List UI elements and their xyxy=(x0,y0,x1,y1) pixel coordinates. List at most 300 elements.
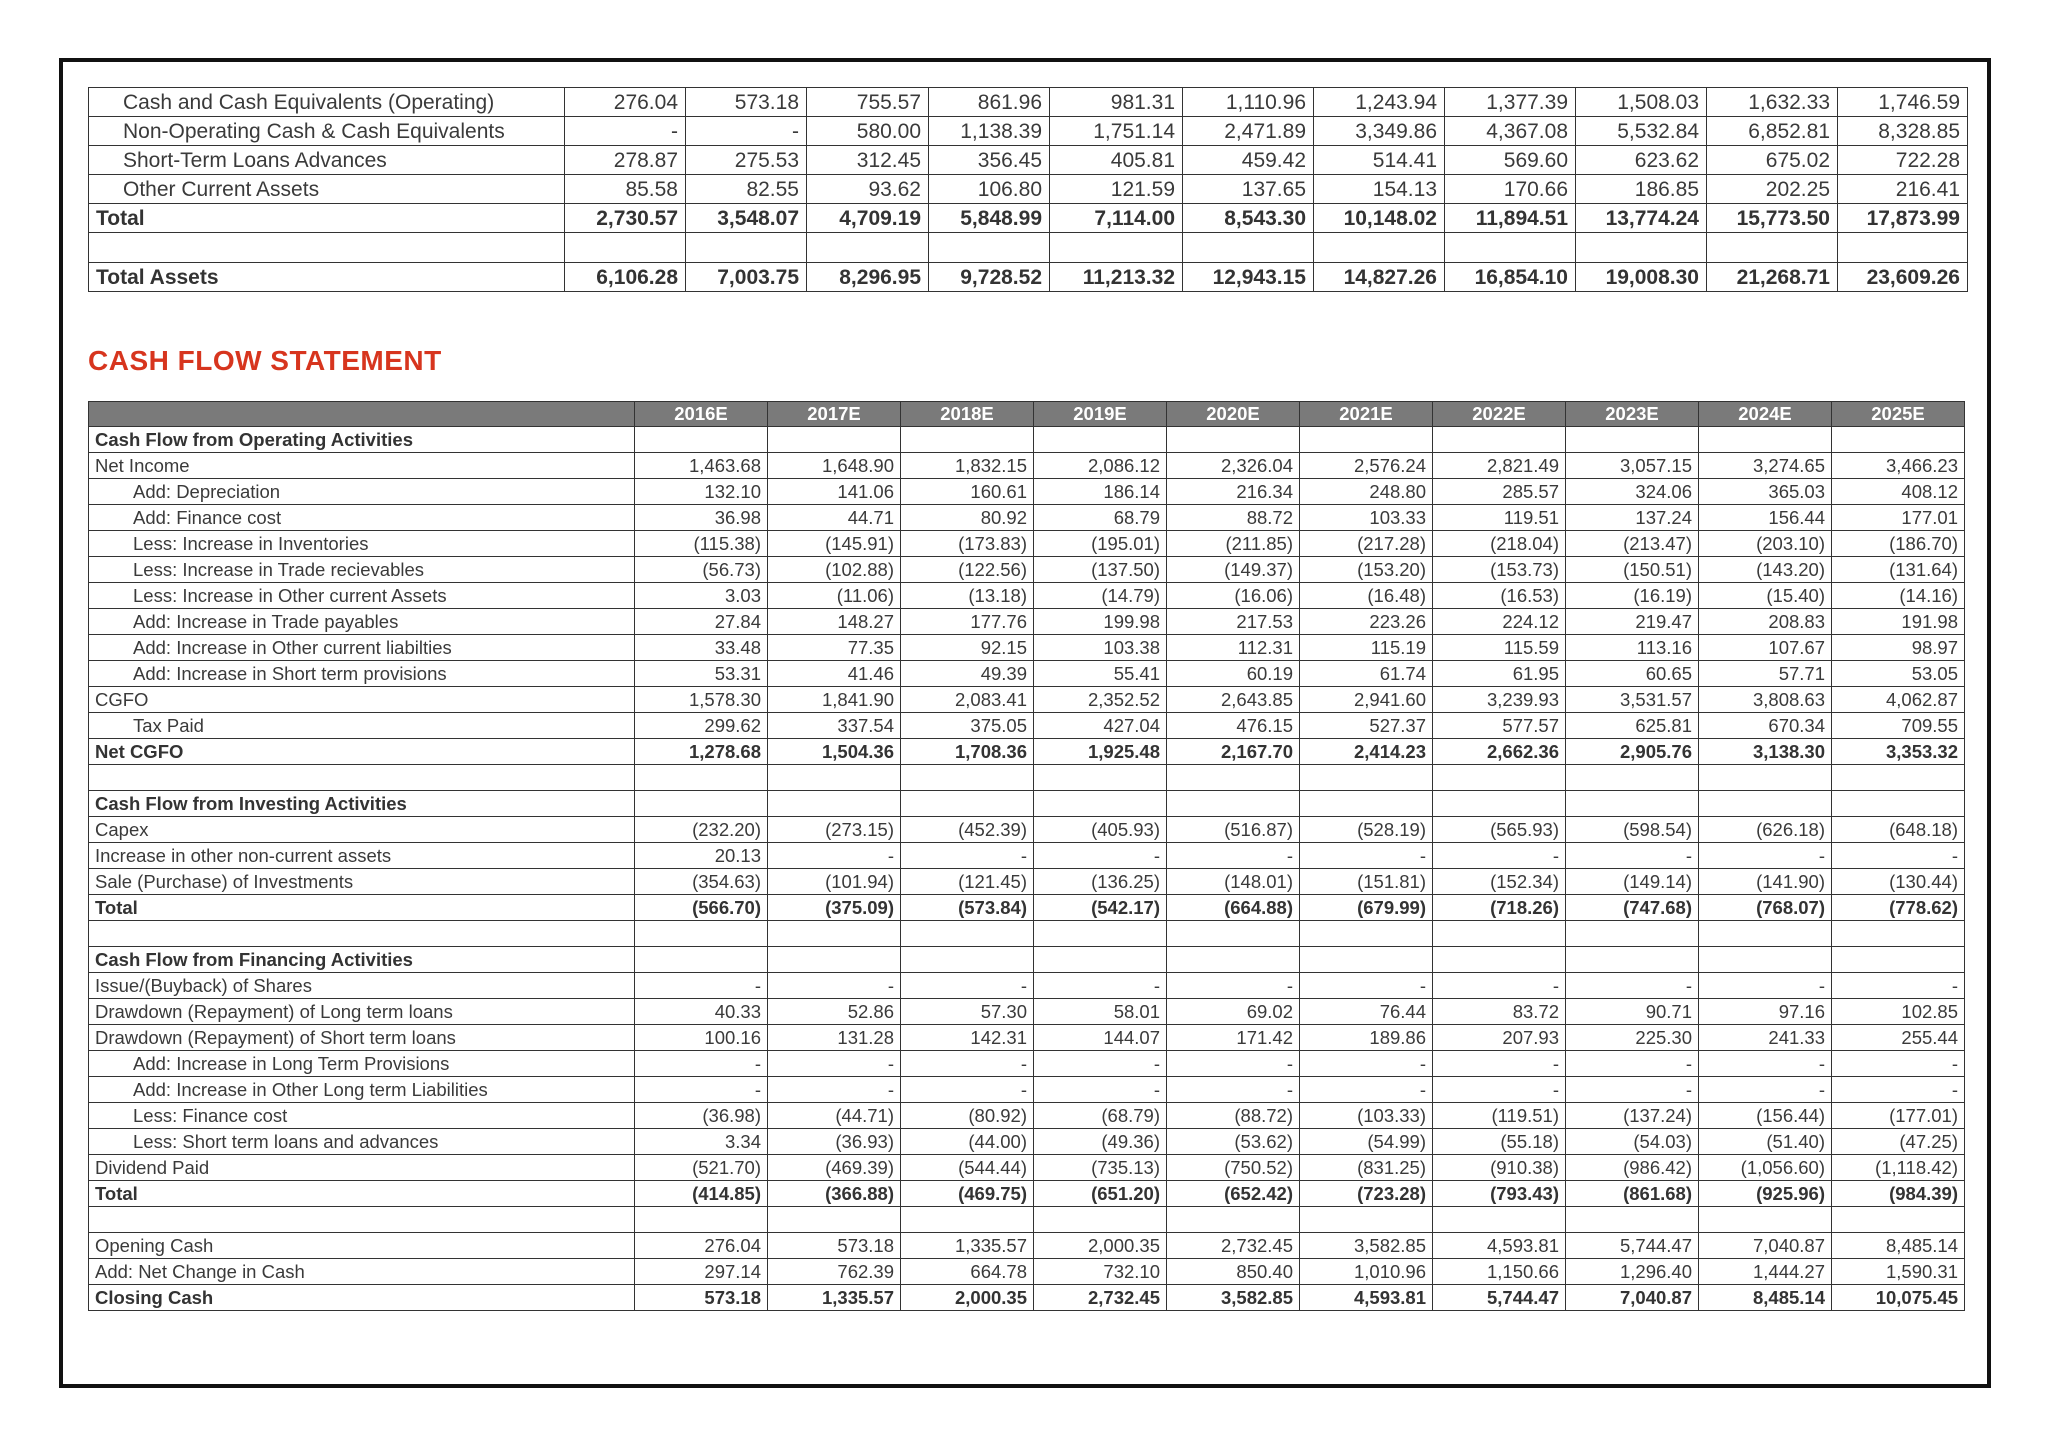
value-cell: (80.92) xyxy=(901,1103,1034,1129)
value-cell xyxy=(1433,427,1566,453)
value-cell: 861.96 xyxy=(929,88,1050,117)
value-cell: (54.03) xyxy=(1566,1129,1699,1155)
value-cell: 156.44 xyxy=(1699,505,1832,531)
value-cell: - xyxy=(1300,973,1433,999)
row-label: Total xyxy=(89,895,635,921)
value-cell: (47.25) xyxy=(1832,1129,1965,1155)
value-cell: (516.87) xyxy=(1167,817,1300,843)
row-label: Cash Flow from Financing Activities xyxy=(89,947,635,973)
value-cell xyxy=(768,765,901,791)
value-cell: 569.60 xyxy=(1445,146,1576,175)
value-cell: 61.74 xyxy=(1300,661,1433,687)
row-label: Less: Short term loans and advances xyxy=(89,1129,635,1155)
row-label: Add: Net Change in Cash xyxy=(89,1259,635,1285)
value-cell: 2,167.70 xyxy=(1167,739,1300,765)
year-column-header: 2025E xyxy=(1832,402,1965,427)
row-label: Add: Increase in Other Long term Liabilities xyxy=(89,1077,635,1103)
value-cell: (203.10) xyxy=(1699,531,1832,557)
value-cell: (14.79) xyxy=(1034,583,1167,609)
value-cell xyxy=(1699,427,1832,453)
value-cell: 53.31 xyxy=(635,661,768,687)
value-cell: (405.93) xyxy=(1034,817,1167,843)
value-cell: 1,243.94 xyxy=(1314,88,1445,117)
value-cell xyxy=(1167,1207,1300,1233)
cash-flow-row xyxy=(89,713,1965,739)
value-cell: 90.71 xyxy=(1566,999,1699,1025)
value-cell: 1,110.96 xyxy=(1183,88,1314,117)
value-cell: (153.73) xyxy=(1433,557,1566,583)
cash-flow-table xyxy=(88,401,1965,1311)
value-cell: (173.83) xyxy=(901,531,1034,557)
value-cell xyxy=(686,233,807,263)
row-label: Add: Increase in Other current liabilties xyxy=(89,635,635,661)
value-cell xyxy=(768,427,901,453)
value-cell: (119.51) xyxy=(1433,1103,1566,1129)
value-cell xyxy=(1433,765,1566,791)
value-cell: (469.39) xyxy=(768,1155,901,1181)
value-cell xyxy=(1566,1207,1699,1233)
value-cell xyxy=(1699,791,1832,817)
value-cell: (218.04) xyxy=(1433,531,1566,557)
value-cell xyxy=(1566,765,1699,791)
value-cell xyxy=(901,427,1034,453)
cash-flow-row xyxy=(89,739,1965,765)
value-cell: - xyxy=(1433,1051,1566,1077)
value-cell: (831.25) xyxy=(1300,1155,1433,1181)
value-cell: (131.64) xyxy=(1832,557,1965,583)
value-cell: (44.71) xyxy=(768,1103,901,1129)
section-header-row xyxy=(89,791,1965,817)
value-cell xyxy=(1699,921,1832,947)
value-cell: - xyxy=(901,973,1034,999)
value-cell xyxy=(1167,921,1300,947)
value-cell xyxy=(768,791,901,817)
value-cell: 573.18 xyxy=(635,1285,768,1311)
value-cell: (984.39) xyxy=(1832,1181,1965,1207)
value-cell: 132.10 xyxy=(635,479,768,505)
value-cell: - xyxy=(1034,973,1167,999)
value-cell: 160.61 xyxy=(901,479,1034,505)
year-column-header: 2022E xyxy=(1433,402,1566,427)
value-cell: 2,576.24 xyxy=(1300,453,1433,479)
value-cell: 3.03 xyxy=(635,583,768,609)
value-cell: 278.87 xyxy=(565,146,686,175)
value-cell: 9,728.52 xyxy=(929,263,1050,292)
value-cell: 3.34 xyxy=(635,1129,768,1155)
value-cell: 131.28 xyxy=(768,1025,901,1051)
value-cell: 113.16 xyxy=(1566,635,1699,661)
cash-flow-row xyxy=(89,453,1965,479)
cash-flow-row xyxy=(89,583,1965,609)
cash-flow-row xyxy=(89,609,1965,635)
cash-flow-row xyxy=(89,1051,1965,1077)
section-header-row xyxy=(89,947,1965,973)
row-label: Opening Cash xyxy=(89,1233,635,1259)
value-cell: (652.42) xyxy=(1167,1181,1300,1207)
value-cell: - xyxy=(1699,1051,1832,1077)
value-cell: (148.01) xyxy=(1167,869,1300,895)
value-cell: 1,010.96 xyxy=(1300,1259,1433,1285)
value-cell: 2,000.35 xyxy=(1034,1233,1167,1259)
value-cell: (750.52) xyxy=(1167,1155,1300,1181)
value-cell: 14,827.26 xyxy=(1314,263,1445,292)
value-cell: 375.05 xyxy=(901,713,1034,739)
value-cell: (747.68) xyxy=(1566,895,1699,921)
value-cell xyxy=(1832,427,1965,453)
value-cell: 3,349.86 xyxy=(1314,117,1445,146)
value-cell: (1,056.60) xyxy=(1699,1155,1832,1181)
value-cell: 5,744.47 xyxy=(1566,1233,1699,1259)
value-cell: 664.78 xyxy=(901,1259,1034,1285)
value-cell: (664.88) xyxy=(1167,895,1300,921)
year-column-header: 2021E xyxy=(1300,402,1433,427)
value-cell: (469.75) xyxy=(901,1181,1034,1207)
value-cell: (910.38) xyxy=(1433,1155,1566,1181)
value-cell xyxy=(1167,427,1300,453)
value-cell: - xyxy=(1699,973,1832,999)
cash-flow-row xyxy=(89,557,1965,583)
value-cell: - xyxy=(1832,973,1965,999)
value-cell: 1,335.57 xyxy=(768,1285,901,1311)
value-cell: 208.83 xyxy=(1699,609,1832,635)
value-cell: 137.65 xyxy=(1183,175,1314,204)
value-cell: (986.42) xyxy=(1566,1155,1699,1181)
value-cell xyxy=(1433,947,1566,973)
value-cell: (354.63) xyxy=(635,869,768,895)
value-cell: 1,832.15 xyxy=(901,453,1034,479)
value-cell: 577.57 xyxy=(1433,713,1566,739)
value-cell: - xyxy=(1566,1051,1699,1077)
value-cell: 10,075.45 xyxy=(1832,1285,1965,1311)
value-cell: (375.09) xyxy=(768,895,901,921)
value-cell: 1,296.40 xyxy=(1566,1259,1699,1285)
value-cell: 722.28 xyxy=(1838,146,1968,175)
value-cell xyxy=(901,765,1034,791)
value-cell: 17,873.99 xyxy=(1838,204,1968,233)
value-cell xyxy=(1167,765,1300,791)
row-label: Add: Increase in Trade payables xyxy=(89,609,635,635)
row-label xyxy=(89,1207,635,1233)
value-cell: 297.14 xyxy=(635,1259,768,1285)
value-cell: 11,894.51 xyxy=(1445,204,1576,233)
row-label: Drawdown (Repayment) of Short term loans xyxy=(89,1025,635,1051)
cash-flow-row xyxy=(89,479,1965,505)
value-cell: 3,531.57 xyxy=(1566,687,1699,713)
value-cell: 58.01 xyxy=(1034,999,1167,1025)
value-cell: 77.35 xyxy=(768,635,901,661)
value-cell: (723.28) xyxy=(1300,1181,1433,1207)
cash-flow-row xyxy=(89,1077,1965,1103)
value-cell: - xyxy=(1300,1051,1433,1077)
value-cell: 20.13 xyxy=(635,843,768,869)
value-cell: (679.99) xyxy=(1300,895,1433,921)
value-cell: - xyxy=(1300,843,1433,869)
value-cell: 6,852.81 xyxy=(1707,117,1838,146)
value-cell xyxy=(1167,947,1300,973)
value-cell xyxy=(635,921,768,947)
row-label: Net CGFO xyxy=(89,739,635,765)
row-label: Non-Operating Cash & Cash Equivalents xyxy=(89,117,565,146)
value-cell: (44.00) xyxy=(901,1129,1034,1155)
value-cell xyxy=(1034,1207,1167,1233)
value-cell: (151.81) xyxy=(1300,869,1433,895)
value-cell xyxy=(1034,921,1167,947)
value-cell: 573.18 xyxy=(768,1233,901,1259)
value-cell: (414.85) xyxy=(635,1181,768,1207)
value-cell: (149.37) xyxy=(1167,557,1300,583)
value-cell: 2,941.60 xyxy=(1300,687,1433,713)
value-cell: 8,485.14 xyxy=(1832,1233,1965,1259)
value-cell: 217.53 xyxy=(1167,609,1300,635)
value-cell: - xyxy=(901,1051,1034,1077)
value-cell: (1,118.42) xyxy=(1832,1155,1965,1181)
value-cell: 275.53 xyxy=(686,146,807,175)
cash-flow-row xyxy=(89,843,1965,869)
balance-sheet-row xyxy=(89,175,1968,204)
value-cell: 276.04 xyxy=(565,88,686,117)
cash-flow-row xyxy=(89,921,1965,947)
value-cell xyxy=(1300,921,1433,947)
value-cell: 1,746.59 xyxy=(1838,88,1968,117)
value-cell xyxy=(635,765,768,791)
value-cell: 312.45 xyxy=(807,146,929,175)
value-cell xyxy=(901,921,1034,947)
value-cell: (53.62) xyxy=(1167,1129,1300,1155)
value-cell: 98.97 xyxy=(1832,635,1965,661)
value-cell: 100.16 xyxy=(635,1025,768,1051)
value-cell: 27.84 xyxy=(635,609,768,635)
value-cell: (648.18) xyxy=(1832,817,1965,843)
value-cell: - xyxy=(1699,1077,1832,1103)
value-cell: 15,773.50 xyxy=(1707,204,1838,233)
value-cell: (122.56) xyxy=(901,557,1034,583)
year-column-header: 2016E xyxy=(635,402,768,427)
value-cell: (566.70) xyxy=(635,895,768,921)
year-column-header: 2017E xyxy=(768,402,901,427)
value-cell: 1,751.14 xyxy=(1050,117,1183,146)
balance-sheet-row xyxy=(89,204,1968,233)
value-cell: 170.66 xyxy=(1445,175,1576,204)
value-cell: (137.24) xyxy=(1566,1103,1699,1129)
value-cell: 107.67 xyxy=(1699,635,1832,661)
value-cell: 148.27 xyxy=(768,609,901,635)
value-cell: - xyxy=(1034,1077,1167,1103)
row-label: Total Assets xyxy=(89,263,565,292)
value-cell: 7,114.00 xyxy=(1050,204,1183,233)
value-cell: - xyxy=(1433,1077,1566,1103)
value-cell: (150.51) xyxy=(1566,557,1699,583)
balance-sheet-row xyxy=(89,117,1968,146)
value-cell: 1,150.66 xyxy=(1433,1259,1566,1285)
balance-sheet-row xyxy=(89,263,1968,292)
value-cell xyxy=(768,921,901,947)
value-cell: 121.59 xyxy=(1050,175,1183,204)
value-cell: 92.15 xyxy=(901,635,1034,661)
value-cell: (36.98) xyxy=(635,1103,768,1129)
cash-flow-row xyxy=(89,1207,1965,1233)
value-cell: 5,848.99 xyxy=(929,204,1050,233)
value-cell: 3,548.07 xyxy=(686,204,807,233)
row-label: Less: Increase in Other current Assets xyxy=(89,583,635,609)
value-cell: 88.72 xyxy=(1167,505,1300,531)
value-cell: 216.34 xyxy=(1167,479,1300,505)
value-cell: 19,008.30 xyxy=(1576,263,1707,292)
value-cell: 40.33 xyxy=(635,999,768,1025)
value-cell: 225.30 xyxy=(1566,1025,1699,1051)
balance-sheet-row xyxy=(89,233,1968,263)
value-cell: 4,367.08 xyxy=(1445,117,1576,146)
cash-flow-row xyxy=(89,635,1965,661)
value-cell xyxy=(1167,791,1300,817)
value-cell xyxy=(1300,947,1433,973)
value-cell: - xyxy=(901,843,1034,869)
value-cell: - xyxy=(635,1077,768,1103)
cash-flow-header-row xyxy=(89,402,1965,427)
value-cell: 8,328.85 xyxy=(1838,117,1968,146)
value-cell: 33.48 xyxy=(635,635,768,661)
value-cell xyxy=(1433,921,1566,947)
value-cell xyxy=(1707,233,1838,263)
value-cell: (145.91) xyxy=(768,531,901,557)
value-cell: (861.68) xyxy=(1566,1181,1699,1207)
value-cell: 55.41 xyxy=(1034,661,1167,687)
value-cell xyxy=(1300,765,1433,791)
value-cell: 177.01 xyxy=(1832,505,1965,531)
row-label: Add: Increase in Long Term Provisions xyxy=(89,1051,635,1077)
value-cell: 1,463.68 xyxy=(635,453,768,479)
value-cell: 2,905.76 xyxy=(1566,739,1699,765)
value-cell: 2,083.41 xyxy=(901,687,1034,713)
value-cell: (925.96) xyxy=(1699,1181,1832,1207)
value-cell: - xyxy=(768,1051,901,1077)
value-cell: (542.17) xyxy=(1034,895,1167,921)
row-label: Other Current Assets xyxy=(89,175,565,204)
value-cell: 112.31 xyxy=(1167,635,1300,661)
value-cell: (16.19) xyxy=(1566,583,1699,609)
value-cell: 142.31 xyxy=(901,1025,1034,1051)
value-cell xyxy=(1300,791,1433,817)
value-cell: 57.71 xyxy=(1699,661,1832,687)
row-label: Short-Term Loans Advances xyxy=(89,146,565,175)
value-cell: (13.18) xyxy=(901,583,1034,609)
value-cell: 76.44 xyxy=(1300,999,1433,1025)
value-cell: (101.94) xyxy=(768,869,901,895)
value-cell: 103.38 xyxy=(1034,635,1167,661)
value-cell: 625.81 xyxy=(1566,713,1699,739)
value-cell: (366.88) xyxy=(768,1181,901,1207)
value-cell xyxy=(635,947,768,973)
value-cell: 216.41 xyxy=(1838,175,1968,204)
value-cell: 36.98 xyxy=(635,505,768,531)
value-cell: 2,732.45 xyxy=(1167,1233,1300,1259)
value-cell: 324.06 xyxy=(1566,479,1699,505)
value-cell: 527.37 xyxy=(1300,713,1433,739)
value-cell: 5,532.84 xyxy=(1576,117,1707,146)
value-cell: - xyxy=(635,1051,768,1077)
value-cell: 6,106.28 xyxy=(565,263,686,292)
value-cell: 755.57 xyxy=(807,88,929,117)
value-cell: 1,648.90 xyxy=(768,453,901,479)
value-cell: - xyxy=(1167,843,1300,869)
value-cell xyxy=(901,947,1034,973)
cash-flow-row xyxy=(89,531,1965,557)
value-cell: 1,335.57 xyxy=(901,1233,1034,1259)
value-cell: 2,000.35 xyxy=(901,1285,1034,1311)
row-label: Dividend Paid xyxy=(89,1155,635,1181)
value-cell: 981.31 xyxy=(1050,88,1183,117)
value-cell: 2,662.36 xyxy=(1433,739,1566,765)
value-cell: (544.44) xyxy=(901,1155,1034,1181)
value-cell: - xyxy=(635,973,768,999)
value-cell: - xyxy=(565,117,686,146)
value-cell: 1,508.03 xyxy=(1576,88,1707,117)
value-cell: (152.34) xyxy=(1433,869,1566,895)
cash-flow-row xyxy=(89,869,1965,895)
value-cell: (36.93) xyxy=(768,1129,901,1155)
value-cell xyxy=(1566,791,1699,817)
value-cell: (88.72) xyxy=(1167,1103,1300,1129)
value-cell: 7,040.87 xyxy=(1699,1233,1832,1259)
value-cell: 115.59 xyxy=(1433,635,1566,661)
cash-flow-row xyxy=(89,1103,1965,1129)
cash-flow-row xyxy=(89,687,1965,713)
value-cell: - xyxy=(1167,973,1300,999)
value-cell: (626.18) xyxy=(1699,817,1832,843)
cash-flow-row xyxy=(89,1129,1965,1155)
value-cell xyxy=(929,233,1050,263)
value-cell: 2,414.23 xyxy=(1300,739,1433,765)
row-label: Closing Cash xyxy=(89,1285,635,1311)
cash-flow-row xyxy=(89,1181,1965,1207)
year-column-header: 2024E xyxy=(1699,402,1832,427)
value-cell: 1,632.33 xyxy=(1707,88,1838,117)
value-cell: (153.20) xyxy=(1300,557,1433,583)
value-cell xyxy=(1832,921,1965,947)
value-cell: 3,274.65 xyxy=(1699,453,1832,479)
value-cell: (211.85) xyxy=(1167,531,1300,557)
row-label xyxy=(89,921,635,947)
value-cell: 103.33 xyxy=(1300,505,1433,531)
value-cell: 41.46 xyxy=(768,661,901,687)
value-cell: - xyxy=(1167,1051,1300,1077)
value-cell: (51.40) xyxy=(1699,1129,1832,1155)
value-cell xyxy=(635,791,768,817)
cash-flow-row xyxy=(89,1233,1965,1259)
value-cell: 186.85 xyxy=(1576,175,1707,204)
value-cell: 623.62 xyxy=(1576,146,1707,175)
value-cell: (16.53) xyxy=(1433,583,1566,609)
value-cell: 3,582.85 xyxy=(1167,1285,1300,1311)
value-cell: 580.00 xyxy=(807,117,929,146)
value-cell xyxy=(1034,427,1167,453)
value-cell: 3,138.30 xyxy=(1699,739,1832,765)
value-cell: 670.34 xyxy=(1699,713,1832,739)
value-cell: - xyxy=(1433,973,1566,999)
value-cell: (598.54) xyxy=(1566,817,1699,843)
value-cell: 21,268.71 xyxy=(1707,263,1838,292)
value-cell: (54.99) xyxy=(1300,1129,1433,1155)
row-label: Tax Paid xyxy=(89,713,635,739)
value-cell xyxy=(1832,791,1965,817)
value-cell: 1,504.36 xyxy=(768,739,901,765)
value-cell: 2,730.57 xyxy=(565,204,686,233)
row-label xyxy=(89,765,635,791)
cash-flow-row xyxy=(89,999,1965,1025)
value-cell xyxy=(901,791,1034,817)
value-cell: (735.13) xyxy=(1034,1155,1167,1181)
value-cell: 3,057.15 xyxy=(1566,453,1699,479)
value-cell: (141.90) xyxy=(1699,869,1832,895)
